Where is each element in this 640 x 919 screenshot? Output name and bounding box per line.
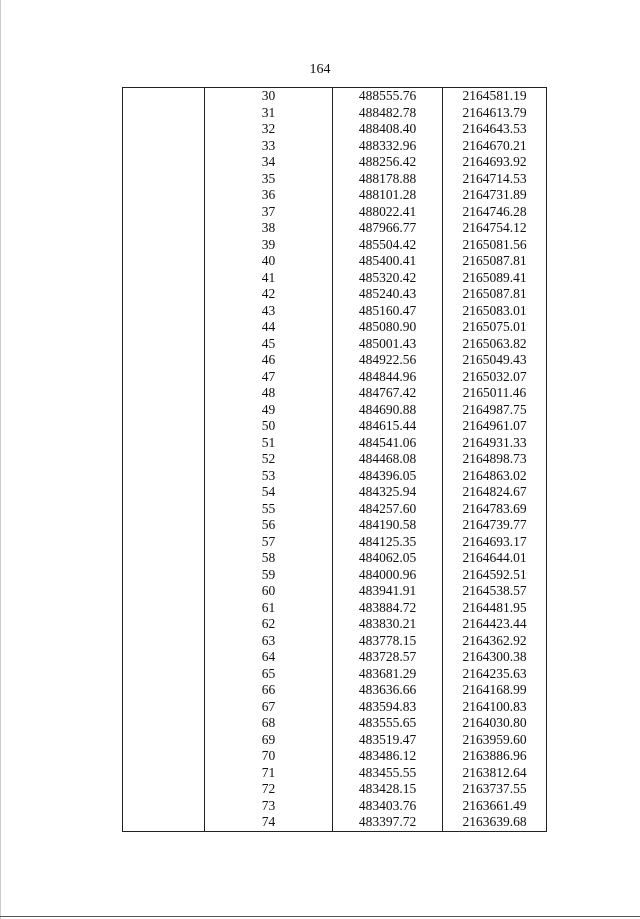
- y-coordinate-cell: 2164746.28: [443, 204, 547, 221]
- blank-cell: [123, 286, 205, 303]
- x-coordinate-cell: 483486.12: [333, 748, 443, 765]
- y-coordinate-cell: 2164731.89: [443, 187, 547, 204]
- x-coordinate-cell: 483428.15: [333, 781, 443, 798]
- page-number: 164: [309, 62, 331, 77]
- x-coordinate-cell: 488332.96: [333, 138, 443, 155]
- point-number-cell: 52: [205, 451, 333, 468]
- x-coordinate-cell: 485080.90: [333, 319, 443, 336]
- blank-cell: [123, 270, 205, 287]
- x-coordinate-cell: 484325.94: [333, 484, 443, 501]
- y-coordinate-cell: 2164168.99: [443, 682, 547, 699]
- x-coordinate-cell: 488482.78: [333, 105, 443, 122]
- x-coordinate-cell: 488101.28: [333, 187, 443, 204]
- point-number-cell: 43: [205, 303, 333, 320]
- y-coordinate-cell: 2164693.17: [443, 534, 547, 551]
- table-row: [123, 649, 547, 666]
- table-row: [123, 616, 547, 633]
- y-coordinate-cell: 2163959.60: [443, 732, 547, 749]
- table-row: [123, 319, 547, 336]
- table-row: [123, 402, 547, 419]
- blank-cell: [123, 567, 205, 584]
- table-row: [123, 600, 547, 617]
- y-coordinate-cell: 2164987.75: [443, 402, 547, 419]
- table-row: [123, 517, 547, 534]
- point-number-cell: 33: [205, 138, 333, 155]
- blank-cell: [123, 237, 205, 254]
- y-coordinate-cell: 2165087.81: [443, 286, 547, 303]
- table-row: [123, 781, 547, 798]
- blank-cell: [123, 451, 205, 468]
- point-number-cell: 37: [205, 204, 333, 221]
- y-coordinate-cell: 2164592.51: [443, 567, 547, 584]
- point-number-cell: 30: [205, 88, 333, 105]
- point-number-cell: 67: [205, 699, 333, 716]
- y-coordinate-cell: 2164613.79: [443, 105, 547, 122]
- table-row: [123, 369, 547, 386]
- blank-cell: [123, 583, 205, 600]
- point-number-cell: 39: [205, 237, 333, 254]
- blank-cell: [123, 385, 205, 402]
- x-coordinate-cell: 483681.29: [333, 666, 443, 683]
- blank-cell: [123, 699, 205, 716]
- x-coordinate-cell: 483519.47: [333, 732, 443, 749]
- table-row: [123, 451, 547, 468]
- y-coordinate-cell: 2165087.81: [443, 253, 547, 270]
- point-number-cell: 60: [205, 583, 333, 600]
- point-number-cell: 66: [205, 682, 333, 699]
- y-coordinate-cell: 2164235.63: [443, 666, 547, 683]
- blank-cell: [123, 748, 205, 765]
- table-row: [123, 418, 547, 435]
- y-coordinate-cell: 2164739.77: [443, 517, 547, 534]
- blank-cell: [123, 88, 205, 105]
- table-row: [123, 798, 547, 815]
- x-coordinate-cell: 483594.83: [333, 699, 443, 716]
- table-row: [123, 484, 547, 501]
- point-number-cell: 41: [205, 270, 333, 287]
- blank-cell: [123, 633, 205, 650]
- table-row: [123, 534, 547, 551]
- x-coordinate-cell: 484062.05: [333, 550, 443, 567]
- table-row: [123, 583, 547, 600]
- point-number-cell: 63: [205, 633, 333, 650]
- table-row: [123, 270, 547, 287]
- point-number-cell: 34: [205, 154, 333, 171]
- x-coordinate-cell: 488022.41: [333, 204, 443, 221]
- y-coordinate-cell: 2164538.57: [443, 583, 547, 600]
- table-row: [123, 748, 547, 765]
- point-number-cell: 35: [205, 171, 333, 188]
- x-coordinate-cell: 484690.88: [333, 402, 443, 419]
- x-coordinate-cell: 484541.06: [333, 435, 443, 452]
- x-coordinate-cell: 483636.66: [333, 682, 443, 699]
- y-coordinate-cell: 2164898.73: [443, 451, 547, 468]
- table-row: [123, 187, 547, 204]
- table-row: [123, 138, 547, 155]
- point-number-cell: 56: [205, 517, 333, 534]
- blank-cell: [123, 369, 205, 386]
- x-coordinate-cell: 484000.96: [333, 567, 443, 584]
- y-coordinate-cell: 2164783.69: [443, 501, 547, 518]
- table-row: [123, 237, 547, 254]
- blank-cell: [123, 765, 205, 782]
- blank-cell: [123, 534, 205, 551]
- x-coordinate-cell: 488178.88: [333, 171, 443, 188]
- blank-cell: [123, 319, 205, 336]
- x-coordinate-cell: 485160.47: [333, 303, 443, 320]
- x-coordinate-cell: 483884.72: [333, 600, 443, 617]
- y-coordinate-cell: 2164824.67: [443, 484, 547, 501]
- y-coordinate-cell: 2165083.01: [443, 303, 547, 320]
- blank-cell: [123, 814, 205, 831]
- x-coordinate-cell: 484468.08: [333, 451, 443, 468]
- coordinates-table: [122, 87, 547, 832]
- blank-cell: [123, 220, 205, 237]
- blank-cell: [123, 616, 205, 633]
- table-row: [123, 666, 547, 683]
- table-row: [123, 385, 547, 402]
- blank-cell: [123, 336, 205, 353]
- x-coordinate-cell: 484396.05: [333, 468, 443, 485]
- x-coordinate-cell: 483403.76: [333, 798, 443, 815]
- blank-cell: [123, 204, 205, 221]
- x-coordinate-cell: 483555.65: [333, 715, 443, 732]
- blank-cell: [123, 798, 205, 815]
- x-coordinate-cell: 484844.96: [333, 369, 443, 386]
- y-coordinate-cell: 2165081.56: [443, 237, 547, 254]
- point-number-cell: 71: [205, 765, 333, 782]
- blank-cell: [123, 352, 205, 369]
- table-row: [123, 682, 547, 699]
- point-number-cell: 72: [205, 781, 333, 798]
- x-coordinate-cell: 485504.42: [333, 237, 443, 254]
- blank-cell: [123, 517, 205, 534]
- y-coordinate-cell: 2165032.07: [443, 369, 547, 386]
- blank-cell: [123, 649, 205, 666]
- point-number-cell: 73: [205, 798, 333, 815]
- point-number-cell: 58: [205, 550, 333, 567]
- blank-cell: [123, 435, 205, 452]
- table-row: [123, 88, 547, 105]
- x-coordinate-cell: 483728.57: [333, 649, 443, 666]
- y-coordinate-cell: 2163812.64: [443, 765, 547, 782]
- x-coordinate-cell: 488256.42: [333, 154, 443, 171]
- point-number-cell: 59: [205, 567, 333, 584]
- point-number-cell: 68: [205, 715, 333, 732]
- blank-cell: [123, 682, 205, 699]
- x-coordinate-cell: 483455.55: [333, 765, 443, 782]
- point-number-cell: 46: [205, 352, 333, 369]
- y-coordinate-cell: 2163661.49: [443, 798, 547, 815]
- page-left-edge: [0, 0, 1, 919]
- y-coordinate-cell: 2164644.01: [443, 550, 547, 567]
- y-coordinate-cell: 2164581.19: [443, 88, 547, 105]
- table-row: [123, 550, 547, 567]
- table-row: [123, 154, 547, 171]
- x-coordinate-cell: 484922.56: [333, 352, 443, 369]
- table-row: [123, 435, 547, 452]
- blank-cell: [123, 138, 205, 155]
- y-coordinate-cell: 2164670.21: [443, 138, 547, 155]
- point-number-cell: 40: [205, 253, 333, 270]
- point-number-cell: 69: [205, 732, 333, 749]
- y-coordinate-cell: 2164362.92: [443, 633, 547, 650]
- y-coordinate-cell: 2165075.01: [443, 319, 547, 336]
- point-number-cell: 55: [205, 501, 333, 518]
- blank-cell: [123, 154, 205, 171]
- y-coordinate-cell: 2165049.43: [443, 352, 547, 369]
- x-coordinate-cell: 484767.42: [333, 385, 443, 402]
- table-row: [123, 336, 547, 353]
- table-row: [123, 765, 547, 782]
- y-coordinate-cell: 2164643.53: [443, 121, 547, 138]
- point-number-cell: 51: [205, 435, 333, 452]
- x-coordinate-cell: 487966.77: [333, 220, 443, 237]
- x-coordinate-cell: 488555.76: [333, 88, 443, 105]
- point-number-cell: 53: [205, 468, 333, 485]
- x-coordinate-cell: 483778.15: [333, 633, 443, 650]
- table-row: [123, 121, 547, 138]
- point-number-cell: 45: [205, 336, 333, 353]
- x-coordinate-cell: 485400.41: [333, 253, 443, 270]
- table-row: [123, 105, 547, 122]
- table-row: [123, 303, 547, 320]
- y-coordinate-cell: 2164693.92: [443, 154, 547, 171]
- blank-cell: [123, 715, 205, 732]
- blank-cell: [123, 550, 205, 567]
- point-number-cell: 48: [205, 385, 333, 402]
- y-coordinate-cell: 2164300.38: [443, 649, 547, 666]
- blank-cell: [123, 402, 205, 419]
- y-coordinate-cell: 2163886.96: [443, 748, 547, 765]
- table-row: [123, 171, 547, 188]
- x-coordinate-cell: 484257.60: [333, 501, 443, 518]
- point-number-cell: 49: [205, 402, 333, 419]
- point-number-cell: 50: [205, 418, 333, 435]
- table-row: [123, 715, 547, 732]
- y-coordinate-cell: 2164754.12: [443, 220, 547, 237]
- coordinates-table-body: [123, 88, 547, 832]
- blank-cell: [123, 187, 205, 204]
- point-number-cell: 47: [205, 369, 333, 386]
- table-row: [123, 567, 547, 584]
- blank-cell: [123, 418, 205, 435]
- page-bottom-edge: [0, 916, 640, 917]
- point-number-cell: 44: [205, 319, 333, 336]
- x-coordinate-cell: 484615.44: [333, 418, 443, 435]
- x-coordinate-cell: 483830.21: [333, 616, 443, 633]
- point-number-cell: 62: [205, 616, 333, 633]
- table-row: [123, 501, 547, 518]
- blank-cell: [123, 105, 205, 122]
- point-number-cell: 32: [205, 121, 333, 138]
- y-coordinate-cell: 2164714.53: [443, 171, 547, 188]
- blank-cell: [123, 501, 205, 518]
- point-number-cell: 38: [205, 220, 333, 237]
- y-coordinate-cell: 2165011.46: [443, 385, 547, 402]
- point-number-cell: 70: [205, 748, 333, 765]
- x-coordinate-cell: 483397.72: [333, 814, 443, 831]
- table-row: [123, 253, 547, 270]
- point-number-cell: 74: [205, 814, 333, 831]
- point-number-cell: 54: [205, 484, 333, 501]
- y-coordinate-cell: 2164100.83: [443, 699, 547, 716]
- x-coordinate-cell: 485240.43: [333, 286, 443, 303]
- x-coordinate-cell: 485320.42: [333, 270, 443, 287]
- x-coordinate-cell: 484125.35: [333, 534, 443, 551]
- blank-cell: [123, 732, 205, 749]
- table-row: [123, 732, 547, 749]
- point-number-cell: 42: [205, 286, 333, 303]
- y-coordinate-cell: 2164961.07: [443, 418, 547, 435]
- blank-cell: [123, 253, 205, 270]
- y-coordinate-cell: 2164423.44: [443, 616, 547, 633]
- table-row: [123, 468, 547, 485]
- blank-cell: [123, 303, 205, 320]
- point-number-cell: 36: [205, 187, 333, 204]
- point-number-cell: 64: [205, 649, 333, 666]
- table-row: [123, 633, 547, 650]
- y-coordinate-cell: 2164481.95: [443, 600, 547, 617]
- table-row: [123, 220, 547, 237]
- blank-cell: [123, 484, 205, 501]
- y-coordinate-cell: 2164030.80: [443, 715, 547, 732]
- blank-cell: [123, 666, 205, 683]
- blank-cell: [123, 171, 205, 188]
- point-number-cell: 31: [205, 105, 333, 122]
- blank-cell: [123, 781, 205, 798]
- y-coordinate-cell: 2165063.82: [443, 336, 547, 353]
- table-row: [123, 204, 547, 221]
- y-coordinate-cell: 2165089.41: [443, 270, 547, 287]
- table-row: [123, 286, 547, 303]
- point-number-cell: 57: [205, 534, 333, 551]
- y-coordinate-cell: 2163737.55: [443, 781, 547, 798]
- blank-cell: [123, 600, 205, 617]
- x-coordinate-cell: 488408.40: [333, 121, 443, 138]
- table-row: [123, 814, 547, 831]
- y-coordinate-cell: 2164931.33: [443, 435, 547, 452]
- blank-cell: [123, 468, 205, 485]
- x-coordinate-cell: 484190.58: [333, 517, 443, 534]
- y-coordinate-cell: 2163639.68: [443, 814, 547, 831]
- x-coordinate-cell: 483941.91: [333, 583, 443, 600]
- blank-cell: [123, 121, 205, 138]
- table-row: [123, 352, 547, 369]
- point-number-cell: 65: [205, 666, 333, 683]
- point-number-cell: 61: [205, 600, 333, 617]
- table-row: [123, 699, 547, 716]
- y-coordinate-cell: 2164863.02: [443, 468, 547, 485]
- x-coordinate-cell: 485001.43: [333, 336, 443, 353]
